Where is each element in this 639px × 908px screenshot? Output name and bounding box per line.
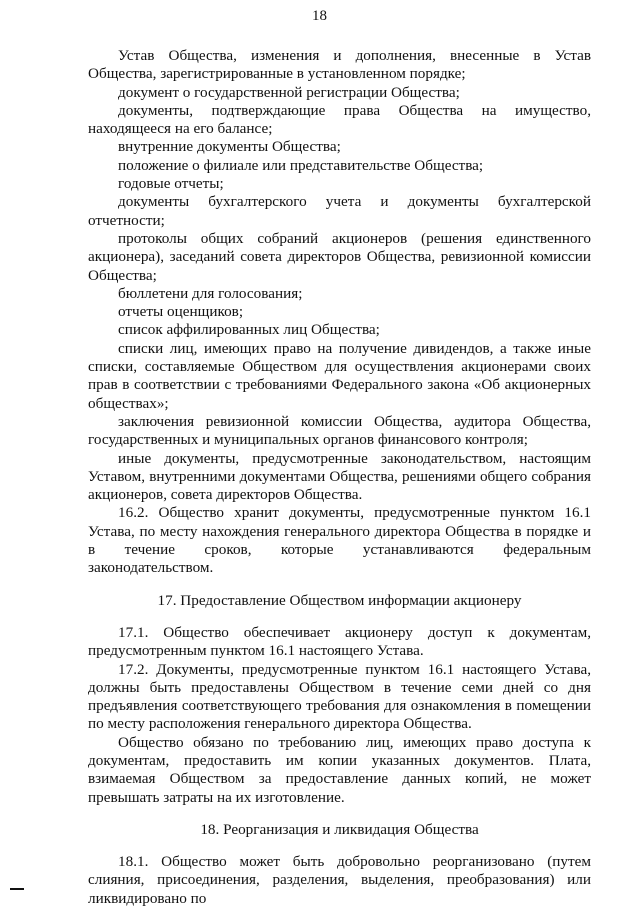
list-item: Устав Общества, изменения и дополнения, внесенные в Устав Общества, зарегистрированные в установленном порядке; [88, 47, 591, 83]
document-body [88, 47, 591, 908]
paragraph-18-1: 18.1. Общество может быть добровольно реорганизовано (путем слияния, присоединения, разделения, выделения, преобразования) или ликвидировано по [88, 853, 591, 907]
paragraph-17-copies: Общество обязано по требованию лиц, имеющих право доступа к документам, предоставить им копии указанных документов. Плата, взимаемая Обществом за предоставление данных копий, не может превышать затраты на их изготовление. [88, 733, 591, 806]
list-item: документ о государственной регистрации Общества; [118, 83, 460, 101]
margin-mark [10, 888, 24, 890]
list-item: списки лиц, имеющих право на получение дивидендов, а также иные списки, составляемые Обществом для осуществления акционерами своих прав в соответствии с требованиями Федерального закона «Об акционерных обществах»; [88, 339, 591, 412]
list-item: документы бухгалтерского учета и документы бухгалтерской отчетности; [88, 193, 591, 229]
paragraph-17-1: 17.1. Общество обеспечивает акционеру доступ к документам, предусмотренным пунктом 16.1 настоящего Устава. [88, 623, 591, 660]
list-item: бюллетени для голосования; [118, 284, 303, 302]
section-18-heading: 18. Реорганизация и ликвидация Общества [200, 820, 479, 838]
section-17-heading: 17. Предоставление Обществом информации акционеру [157, 591, 522, 609]
list-item: иные документы, предусмотренные законодательством, настоящим Уставом, внутренними документами Общества, решениями общего собрания акционеров, совета директоров Общества. [88, 449, 591, 504]
list-item: годовые отчеты; [118, 175, 224, 193]
page-number: 18 [312, 8, 327, 24]
list-item: отчеты оценщиков; [118, 303, 244, 321]
list-item: документы, подтверждающие права Общества на имущество, находящееся на его балансе; [88, 101, 591, 138]
list-item: список аффилированных лиц Общества; [118, 321, 380, 339]
paragraph-16-2: 16.2. Общество хранит документы, предусмотренные пунктом 16.1 Устава, по месту нахождения генерального директора Общества в порядке и в течение сроков, которые устанавливаются федеральным законодательством. [88, 504, 591, 577]
paragraph-17-2: 17.2. Документы, предусмотренные пунктом 16.1 настоящего Устава, должны быть предоставлены Обществом в течение семи дней со дня предъявления соответствующего требования для ознакомления в помещении по месту расположения генерального директора Общества. [88, 660, 591, 733]
list-item: заключения ревизионной комиссии Общества, аудитора Общества, государственных и муниципальных органов финансового контроля; [88, 412, 591, 449]
list-item: протоколы общих собраний акционеров (решения единственного акционера), заседаний совета директоров Общества, ревизионной комиссии Общества; [88, 229, 591, 284]
list-item: внутренние документы Общества; [118, 138, 341, 156]
list-item: положение о филиале или представительстве Общества; [118, 156, 484, 174]
